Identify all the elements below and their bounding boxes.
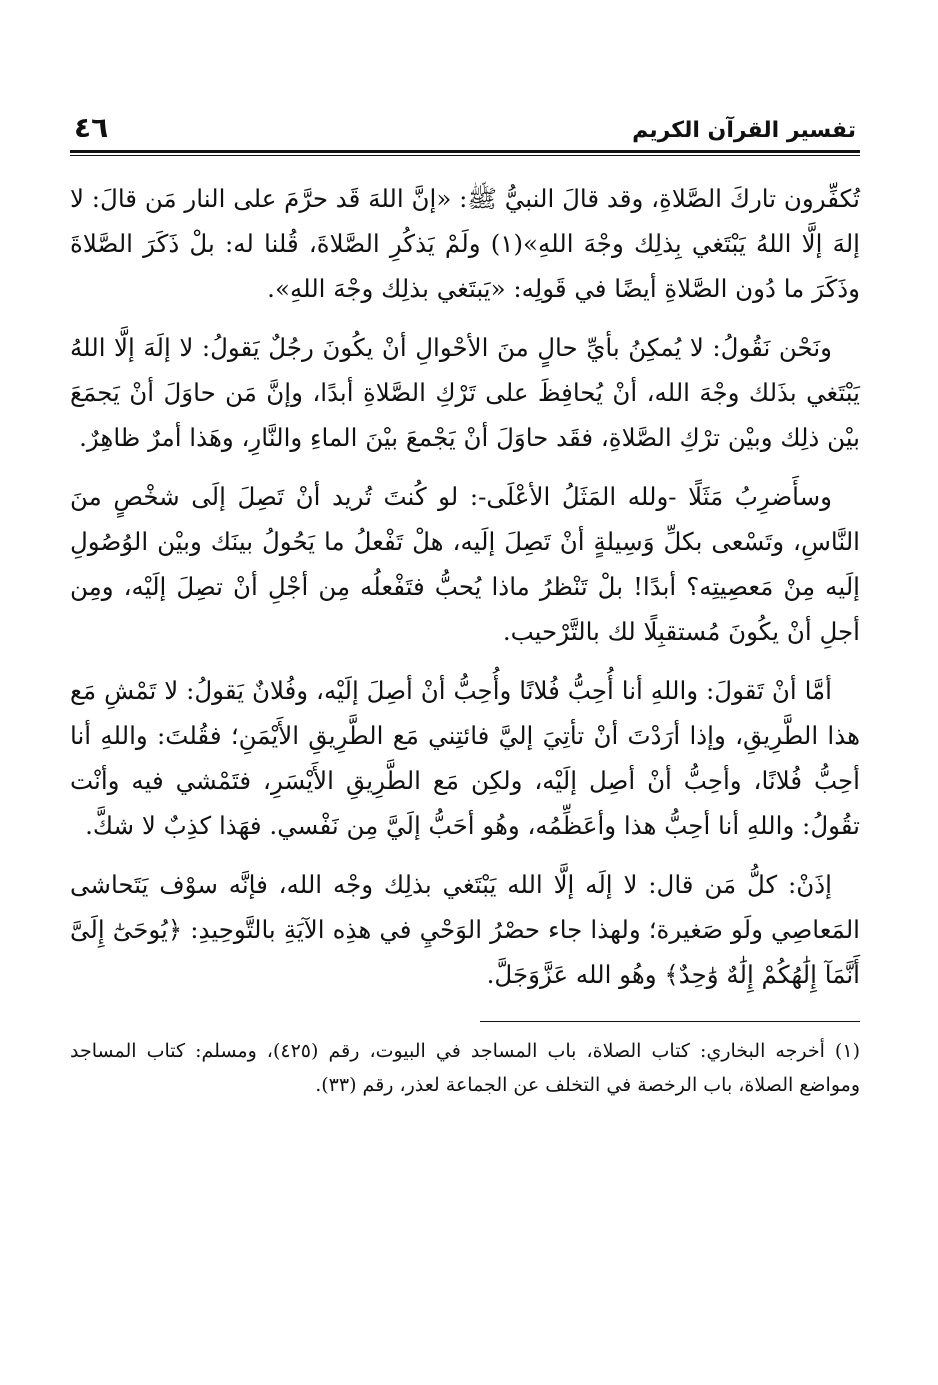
- body-text: [70, 176, 860, 997]
- paragraph-2: ونَحْن نَقُولُ: لا يُمكِنُ بأيِّ حالٍ منَ الأحْوالِ أنْ يكُونَ رجُلٌ يَقولُ: لا إلَهَ إلَّا اللهُ يَبْتَغي بذَلك وجْهَ الله، أنْ يُحافِظَ على تَرْكِ الصَّلاةِ أبدًا، وإنَّ مَن حاوَلَ أنْ يَجمَعَ بيْن ذلِك وبيْن ترْكِ الصَّلاةِ، فقَد حاوَلَ أنْ يَجْمعَ بيْنَ الماءِ والنَّارِ، وهَذا أمرٌ ظاهِرٌ.: [70, 333, 860, 452]
- footnote: (١) أخرجه البخاري: كتاب الصلاة، باب المساجد في البيوت، رقم (٤٢٥)، ومسلم: كتاب المساجد ومواضع الصلاة، باب الرخصة في التخلف عن الجماعة لعذر، رقم (٣٣).: [70, 1040, 860, 1096]
- page-number: ٤٦: [74, 111, 109, 144]
- header-rule: [70, 150, 860, 153]
- header-rule-thin: [70, 155, 860, 156]
- paragraph-5: إذَنْ: كلُّ مَن قال: لا إلَه إلَّا الله يَبْتَغي بذلِك وجْه الله، فإنَّه سوْف يَتَحاشى المَعاصِي ولَو صَغيرة؛ ولهذا جاء حصْرُ الوَحْيِ في هذِه الآيَةِ بالتَّوحِيدِ: ﴿يُوحَىٰٓ إِلَىَّ أَنَّمَآ إِلَٰهُكُمْ إِلَٰهٌ وَٰحِدٌ﴾ وهُو الله عَزَّوَجَلَّ.: [70, 870, 860, 989]
- running-header: [70, 98, 860, 148]
- book-page: [70, 98, 860, 1338]
- book-title: تفسير القرآن الكريم: [632, 118, 856, 143]
- paragraph-4: أمَّا أنْ تَقولَ: واللهِ أنا أُحِبُّ فُلانًا وأُحِبُّ أنْ أصِلَ إلَيْه، وفُلانٌ يَقولُ: لا تَمْشِ مَع هذا الطَّرِيقِ، وإذا أرَدْتَ أنْ تأتِيَ إليَّ فائتِني مَع الطَّرِيقِ الأَيْمَنِ؛ فقُلتَ: واللهِ أنا أحِبُّ فُلانًا، وأحِبُّ أنْ أصِل إلَيْه، ولكِن مَع الطَّرِيقِ الأَيْسَرِ، فتَمْشي فيه وأنْت تقُولُ: واللهِ أنا أحِبُّ هذا وأعَظِّمُه، وهُو أحَبُّ إلَيَّ مِن نَفْسي. فهَذا كذِبٌ لا شكَّ.: [70, 676, 860, 840]
- paragraph-1: تُكفِّرون تاركَ الصَّلاةِ، وقد قالَ النبيُّ ﷺ: «إنَّ اللهَ قَد حرَّمَ على النار مَن قالَ: لا إلهَ إلَّا اللهُ يَبْتَغي بِذلِك وجْهَ اللهِ»(١) ولَمْ يَذكُرِ الصَّلاةَ، قُلنا له: بلْ ذَكَرَ الصَّلاةَ وذَكَرَ ما دُون الصَّلاةِ أيضًا في قَولِه: «يَبتَغي بذلِك وجْهَ اللهِ».: [70, 184, 860, 303]
- paragraph-3: وسأَضرِبُ مَثَلًا -ولله المَثَلُ الأعْلَى-: لو كُنتَ تُريد أنْ تَصِلَ إلَى شخْصٍ منَ النَّاسِ، وتَسْعى بكلِّ وَسِيلةٍ أنْ تَصِلَ إلَيه، هلْ تَفْعلُ ما يَحُولُ بينَك وبيْن الوُصُولِ إلَيه مِنْ مَعصِيتِه؟ أبدًا! بلْ تَنْظرُ ماذا يُحبُّ فتَفْعلُه مِن أجْلِ أنْ تصِلَ إلَيْه، ومِن أجلِ أنْ يكُونَ مُستقبِلًا لك بالتَّرْحيب.: [70, 482, 860, 646]
- footnote-separator: [480, 1021, 860, 1022]
